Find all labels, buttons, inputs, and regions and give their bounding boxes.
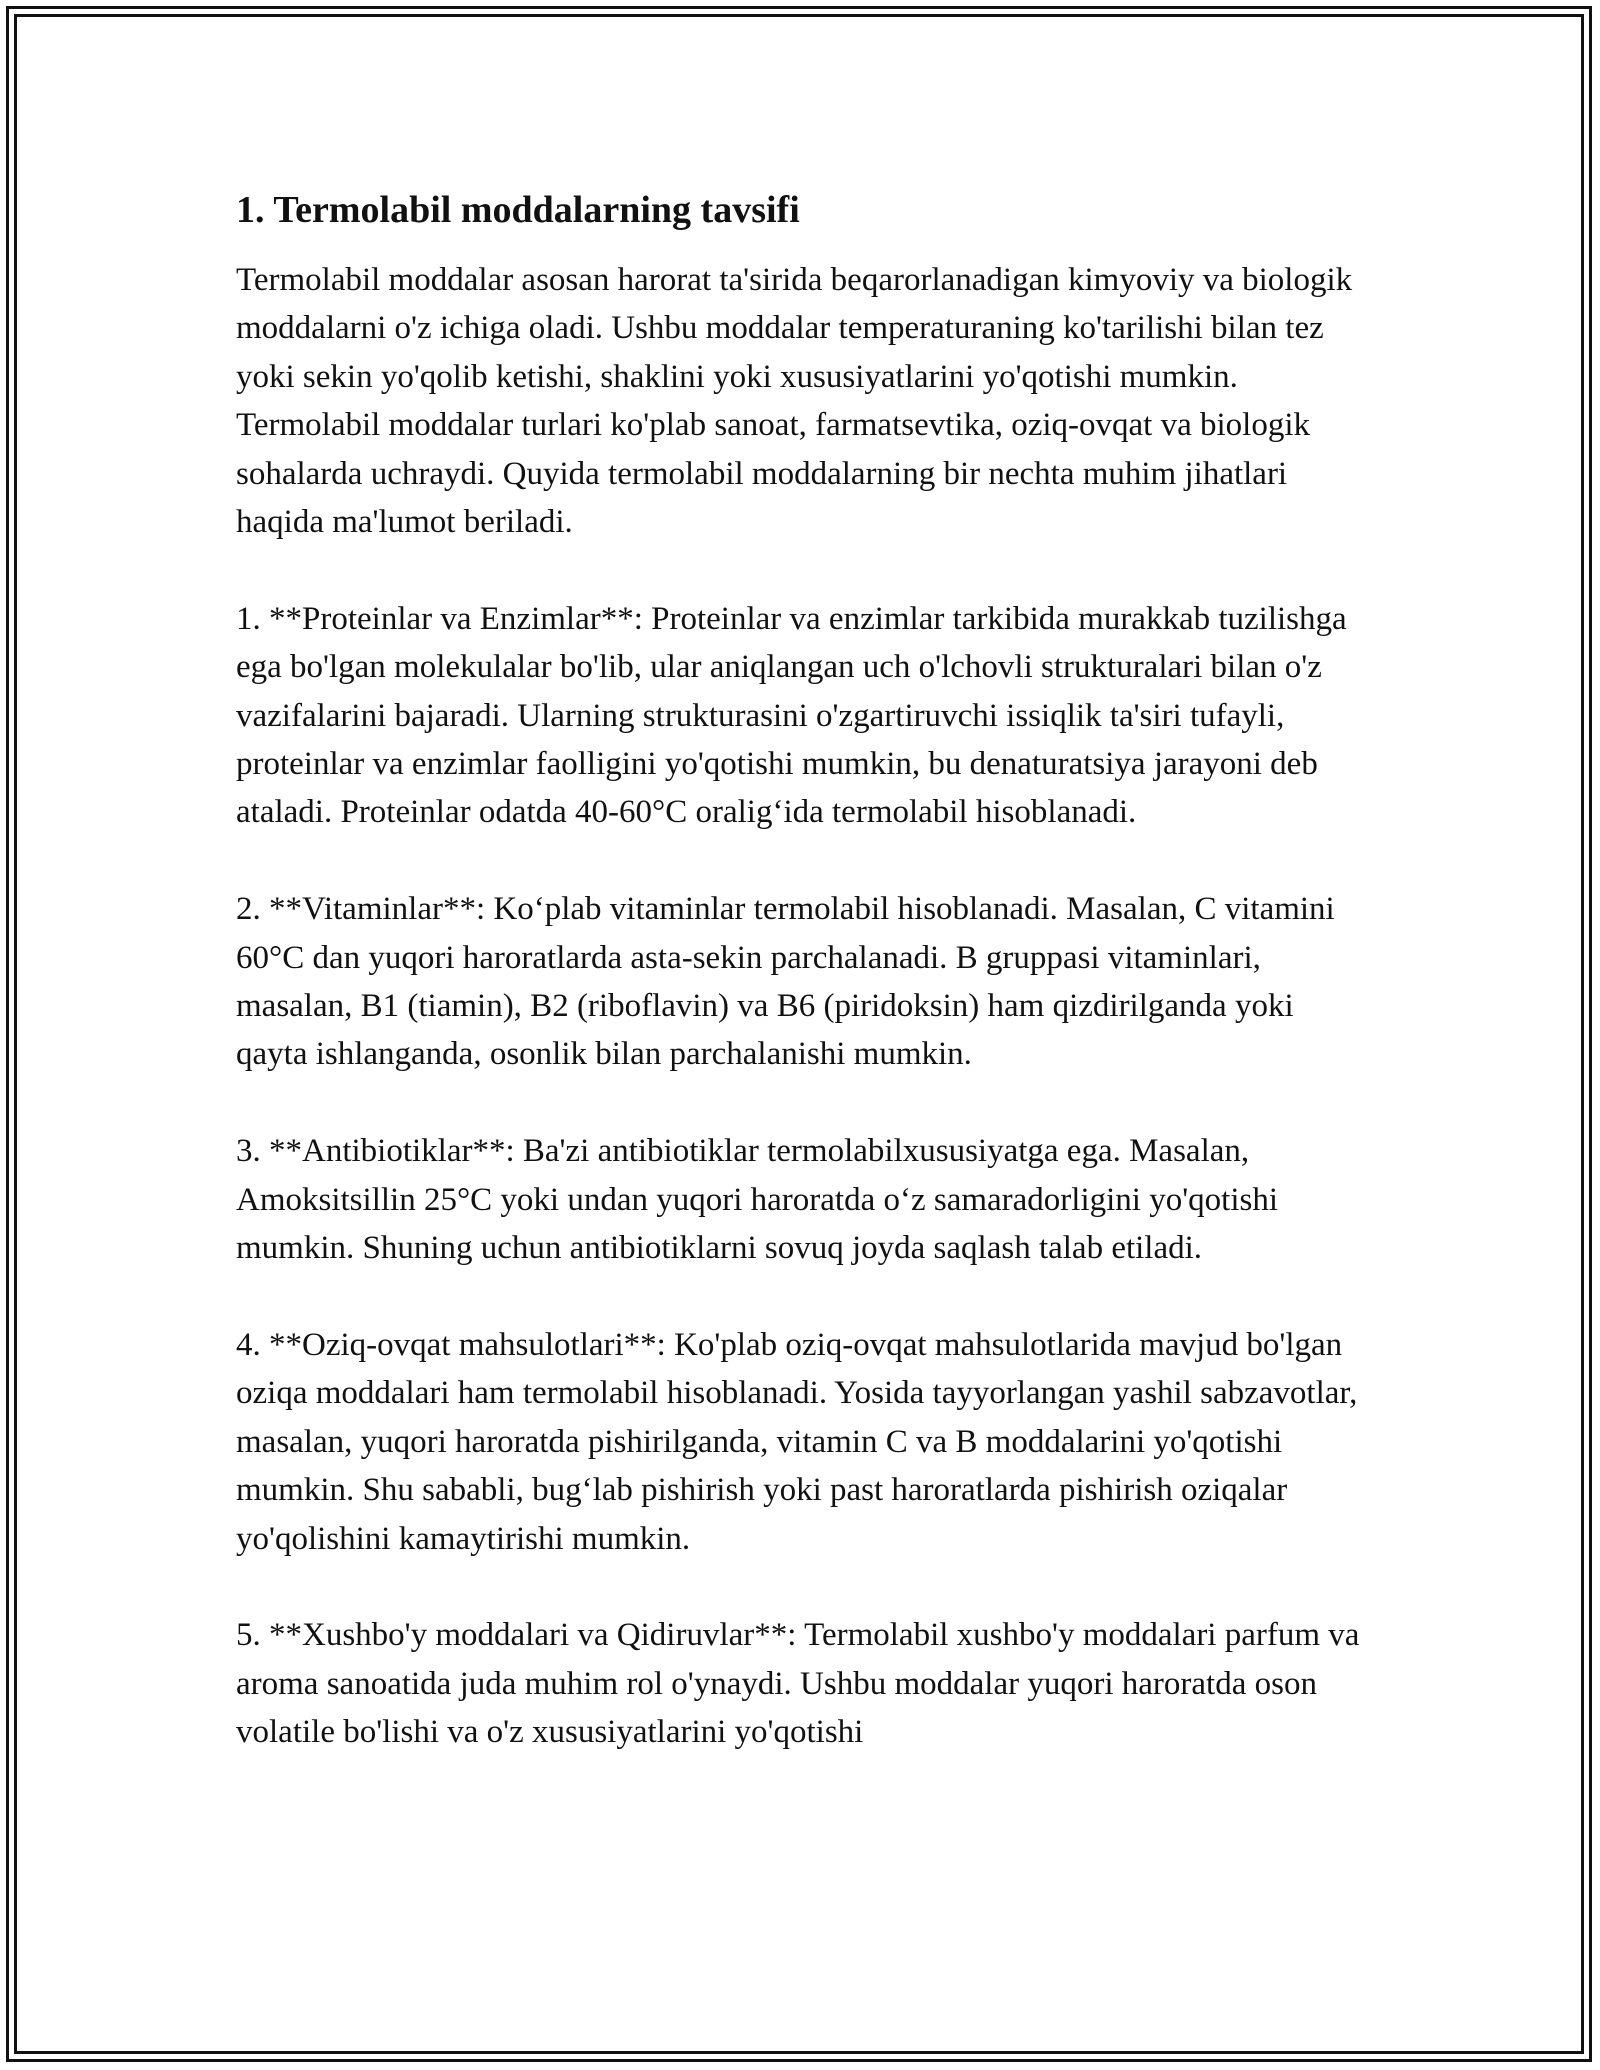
list-item-antibiotics: 3. **Antibiotiklar**: Ba'zi antibiotiklar termolabilxususiyatga ega. Masalan, Amoksitsillin 25°C yoki undan yuqori haroratda o‘z samaradorligini yo'qotishi mumkin. Shuning uchun antibiotiklarni sovuq joyda saqlash talab etiladi. (236, 1133, 1278, 1267)
intro-paragraph: Termolabil moddalar asosan harorat ta'sirida beqarorlanadigan kimyoviy va biologik moddalarni o'z ichiga oladi. Ushbu moddalar temperaturaning ko'tarilishi bilan tez yoki sekin yo'qolib ketishi, shaklini yoki xususiyatlarini yo'qotishi mumkin. Termolabil moddalar turlari ko'plab sanoat, farmatsevtika, oziq-ovqat va biologik sohalarda uchraydi. Quyida termolabil moddalarning bir nechta muhim jihatlari haqida ma'lumot beriladi. (236, 262, 1353, 541)
list-item-vitamins: 2. **Vitaminlar**: Ko‘plab vitaminlar termolabil hisoblanadi. Masalan, C vitamini 60°C dan yuqori haroratlarda asta-sekin parchalanadi. B gruppasi vitaminlari, masalan, B1 (tiamin), B2 (riboflavin) va B6 (piridoksin) ham qizdirilganda yoki qayta ishlanganda, osonlik bilan parchalanishi mumkin. (236, 891, 1335, 1073)
section-heading: 1. Termolabil moddalarning tavsifi (236, 189, 800, 231)
document-body (236, 186, 1366, 1757)
list-item-food-products: 4. **Oziq-ovqat mahsulotlari**: Ko'plab oziq-ovqat mahsulotlarida mavjud bo'lgan oziqa moddalari ham termolabil hisoblanadi. Yosida tayyorlangan yashil sabzavotlar, masalan, yuqori haroratda pishirilganda, vitamin C va B moddalarini yo'qotishi mumkin. Shu sababli, bug‘lab pishirish yoki past haroratlarda pishirish oziqalar yo'qolishini kamaytirishi mumkin. (236, 1326, 1358, 1557)
list-item-proteins: 1. **Proteinlar va Enzimlar**: Proteinlar va enzimlar tarkibida murakkab tuzilishga ega bo'lgan molekulalar bo'lib, ular aniqlangan uch o'lchovli strukturalari bilan o'z vazifalarini bajaradi. Ularning strukturasini o'zgartiruvchi issiqlik ta'siri tufayli, proteinlar va enzimlar faolligini yo'qotishi mumkin, bu denaturatsiya jarayoni deb ataladi. Proteinlar odatda 40-60°C oralig‘ida termolabil hisoblanadi. (236, 600, 1347, 831)
list-item-fragrances: 5. **Xushbo'y moddalari va Qidiruvlar**: Termolabil xushbo'y moddalari parfum va aroma sanoatida juda muhim rol o'ynaydi. Ushbu moddalar yuqori haroratda oson volatile bo'lishi va o'z xususiyatlarini yo'qotishi (236, 1617, 1360, 1751)
